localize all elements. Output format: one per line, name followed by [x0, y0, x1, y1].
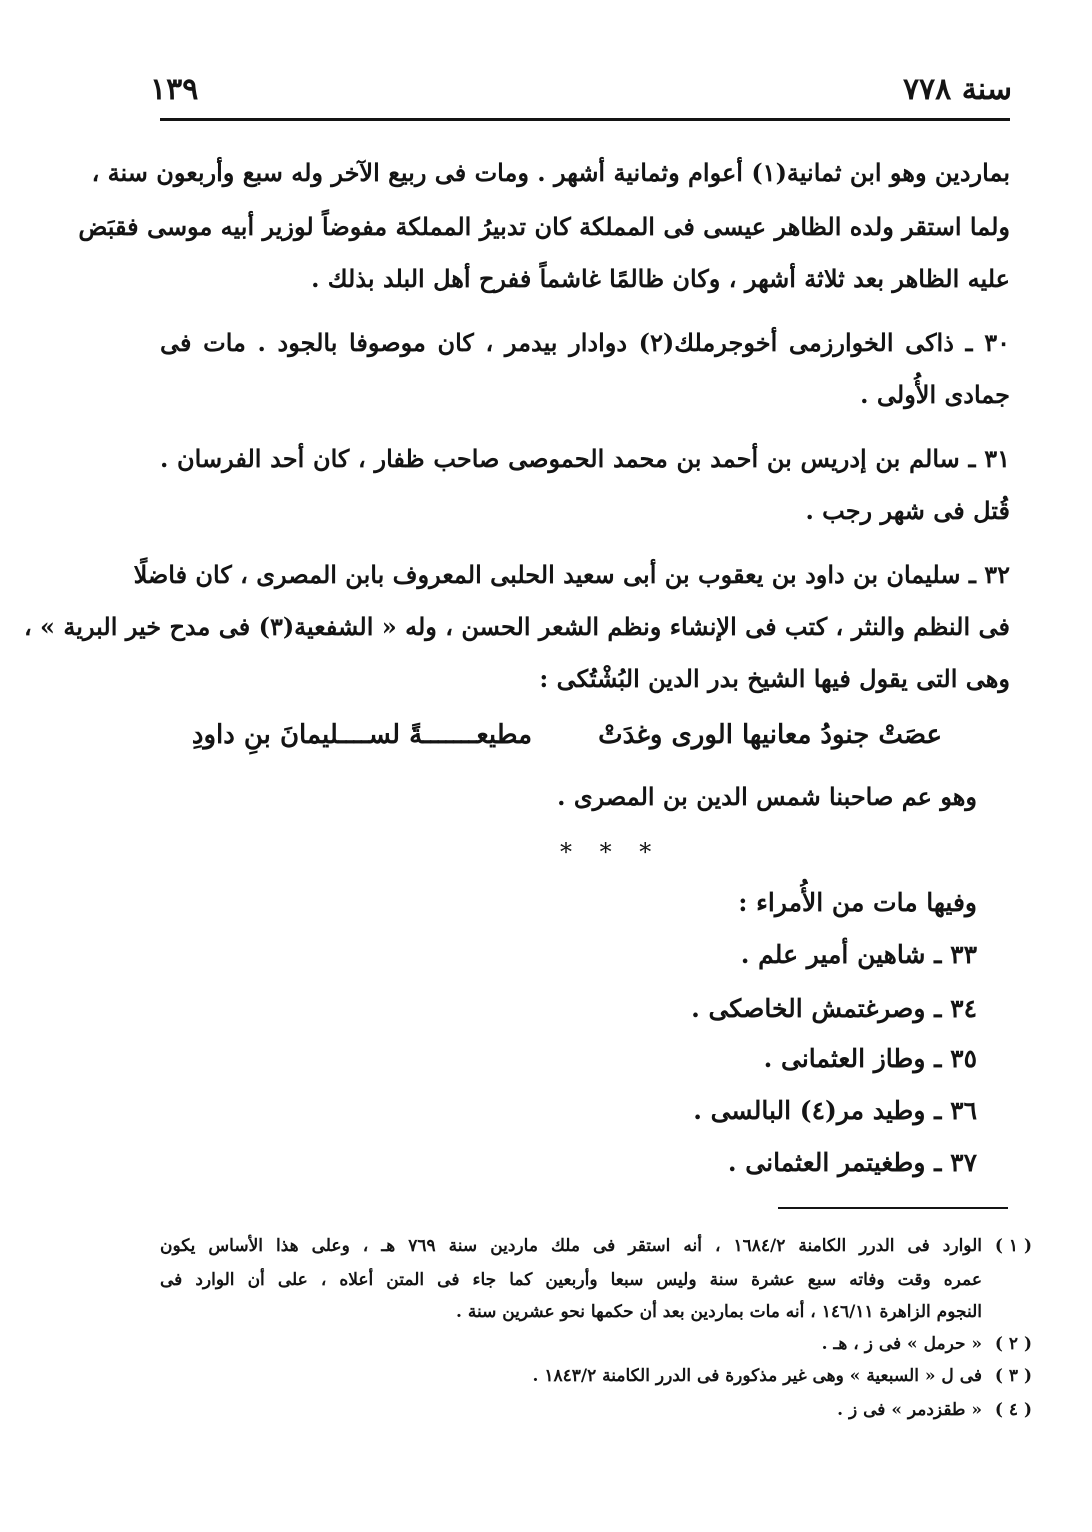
footnote-1-line: النجوم الزاهرة ١٤٦/١١ ، أنه مات بماردين بعد أن حكمها نحو عشرين سنة . — [456, 1302, 982, 1322]
footnote-2-number: ( ٢ ) — [994, 1334, 1032, 1354]
paragraph-line: عليه الظاهر بعد ثلاثة أشهر ، وكان ظالمًا غاشماً ففرح أهل البلد بذلك . — [311, 264, 1010, 293]
list-item: ٣٤ ـ وصرغتمش الخاصكى . — [691, 994, 977, 1023]
poem-hemistich-left: مطيعـــــــةً لســــليمانَ بنِ داودِ — [191, 720, 532, 750]
list-item: ٣٦ ـ وطيد مر(٤) البالسى . — [693, 1096, 977, 1125]
entry-32-line: ٣٢ ـ سليمان بن داود بن يعقوب بن أبى سعيد الحلبى المعروف بابن المصرى ، كان فاضلًا — [133, 560, 1010, 589]
entry-31-line: ٣١ ـ سالم بن إدريس بن أحمد بن محمد الحموصى صاحب ظفار ، كان أحد الفرسان . — [160, 444, 1010, 473]
header-rule — [160, 118, 1010, 121]
list-item: ٣٥ ـ وطاز العثمانى . — [763, 1044, 977, 1073]
section-separator: * * * — [560, 838, 662, 866]
footnote-1-line: الوارد فى الدرر الكامنة ١٦٨٤/٢ ، أنه استقر فى ملك ماردين سنة ٧٦٩ هـ ، وعلى هذا الأساس يكون — [160, 1236, 982, 1256]
entry-30-line: جمادى الأُولى . — [860, 380, 1010, 409]
after-poem-line: وهو عم صاحبنا شمس الدين بن المصرى . — [557, 782, 977, 811]
footnote-2-text: « حرمل » فى ز ، هـ . — [821, 1334, 982, 1354]
entry-31-line: قُتل فى شهر رجب . — [805, 496, 1010, 525]
footnote-1-line: عمره وقت وفاته سبع عشرة سنة وليس سبعا وأربعين كما جاء فى المتن أعلاه ، على أن الوارد فى — [160, 1270, 982, 1290]
paragraph-line: بماردين وهو ابن ثمانية(١) أعوام وثمانية أشهر . ومات فى ربيع الآخر وله سبع وأربعون سنة ، — [91, 158, 1010, 187]
footnote-4-number: ( ٤ ) — [994, 1400, 1032, 1420]
list-item: ٣٣ ـ شاهين أمير علم . — [740, 940, 977, 969]
running-header-year: سنة ٧٧٨ — [902, 72, 1012, 107]
footnote-rule — [778, 1207, 1008, 1209]
page-number: ١٣٩ — [150, 72, 199, 107]
poem-hemistich-right: عصَتْ جنودُ معانيها الورى وغدَتْ — [598, 720, 942, 750]
footnote-3-text: فى ل « السبعية » وهى غير مذكورة فى الدرر الكامنة ١٨٤٣/٢ . — [532, 1366, 982, 1386]
footnote-3-number: ( ٣ ) — [994, 1366, 1032, 1386]
entry-30-line: ٣٠ ـ ذاكى الخوارزمى أخوجرملك(٢) دوادار بيدمر ، كان موصوفا بالجود . مات فى — [160, 328, 1010, 357]
footnote-4-text: « طقزدمر » فى ز . — [837, 1400, 982, 1420]
amirs-intro: وفيها مات من الأُمراء : — [738, 888, 977, 917]
paragraph-line: ولما استقر ولده الظاهر عيسى فى المملكة كان تدبيرُ المملكة مفوضاً لوزير أبيه موسى فقبَض — [78, 212, 1010, 241]
entry-32-line: وهى التى يقول فيها الشيخ بدر الدين البُشْتُكى : — [539, 664, 1010, 693]
list-item: ٣٧ ـ وطغيتمر العثمانى . — [727, 1148, 977, 1177]
footnote-1-number: ( ١ ) — [994, 1236, 1032, 1256]
entry-32-line: فى النظم والنثر ، كتب فى الإنشاء ونظم الشعر الحسن ، وله « الشفعية(٣) فى مدح خير البرية » ، — [23, 612, 1010, 641]
